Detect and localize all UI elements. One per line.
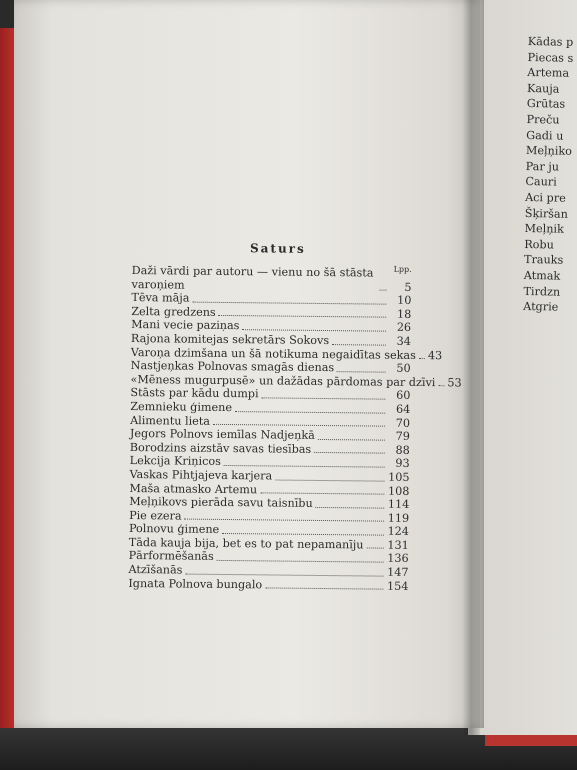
- toc-leader-dots: [275, 479, 384, 481]
- toc-leader-dots: [213, 424, 385, 427]
- toc-entry-page: 79: [395, 429, 411, 444]
- toc-entry-title: Zelta gredzens: [131, 304, 216, 319]
- toc-entry-page: 147: [387, 565, 409, 579]
- right-page-line: Meļņiko: [525, 144, 573, 158]
- right-page-line: Robu: [524, 237, 554, 252]
- toc-entry-title: Ignata Polnova bungalo: [128, 576, 263, 592]
- toc-leader-dots: [242, 329, 386, 332]
- toc-entry-title: Vaskas Pihtjajeva karjera: [129, 467, 273, 483]
- toc-entry-page: 154: [386, 579, 409, 593]
- right-page-line: Gadi u: [526, 128, 564, 143]
- toc-title: Saturs: [249, 241, 306, 256]
- toc-leader-dots: [438, 386, 444, 387]
- toc-entry-title: Lekcija Kriņicos: [129, 454, 221, 469]
- toc-entry-title: Rajona komitejas sekretārs Sokovs: [130, 331, 330, 348]
- toc-leader-dots: [185, 573, 383, 576]
- right-page-line: Kādas p: [527, 34, 574, 49]
- toc-entry-page: 53: [447, 376, 462, 390]
- toc-entry-page: 34: [396, 334, 412, 348]
- toc-leader-dots: [260, 492, 384, 494]
- right-page-line: Artema: [527, 66, 570, 80]
- toc-leader-dots: [314, 452, 385, 454]
- right-page-line: Piecas s: [527, 50, 574, 65]
- toc-entry-page: 131: [387, 538, 409, 552]
- right-page-line: Aci pre: [525, 190, 566, 205]
- right-page-line: Atgrie: [523, 300, 559, 314]
- toc-entry-title: Jegors Polnovs iemīlas Nadjeņkā: [129, 427, 315, 443]
- toc-entry-page: 10: [397, 293, 412, 308]
- toc-leader-dots: [262, 397, 386, 399]
- toc-entry: [131, 264, 411, 294]
- toc-leader-dots: [332, 344, 386, 346]
- toc-entry-page: 5: [404, 280, 412, 294]
- toc-entry-title: Borodzins aizstāv savas tiesības: [129, 440, 312, 456]
- toc-leader-dots: [419, 358, 425, 359]
- toc-entry-title: Pie ezera: [129, 508, 182, 523]
- right-page-line: Kauja: [526, 81, 560, 96]
- toc-entry-title: Maša atmasko Artemu: [129, 481, 258, 496]
- toc-entry-page: 88: [395, 443, 410, 457]
- toc-entry-title: Zemnieku ģimene: [130, 399, 233, 414]
- right-page-line: Šķiršan: [524, 206, 568, 221]
- toc-leader-dots: [222, 533, 384, 536]
- toc-entry-page: 50: [396, 361, 411, 376]
- toc-leader-dots: [379, 290, 386, 291]
- toc-entry-title: Pārformēšanās: [128, 549, 214, 564]
- toc-entry-title: Meļņikovs pierāda savu taisnību: [129, 495, 313, 511]
- toc-entry-page: 105: [388, 470, 410, 484]
- table-of-contents: [128, 240, 462, 593]
- toc-entry-title: Tēva māja: [131, 291, 190, 305]
- toc-entry-title: Alimentu lieta: [130, 413, 211, 428]
- toc-entry-title: «Mēness mugurpusē» un dažādas pārdomas par dzīvi: [130, 372, 436, 389]
- toc-entry-title: Atzīšanās: [128, 563, 183, 577]
- toc-leader-dots: [192, 301, 386, 304]
- toc-entry: [128, 577, 408, 594]
- toc-entry-title: Nastjeņkas Polnovas smagās dienas: [130, 359, 335, 375]
- toc-entry-page: 108: [387, 484, 410, 498]
- page-column-label: Lpp.: [393, 264, 412, 274]
- toc-entry-page: 136: [387, 552, 409, 566]
- toc-entry-page: 93: [395, 457, 410, 471]
- toc-entry-page: 70: [395, 416, 411, 430]
- toc-entry-page: 18: [396, 307, 412, 321]
- toc-entry-page: 114: [387, 497, 410, 512]
- right-page-text: [523, 34, 574, 315]
- right-page-line: Tirdzn: [523, 284, 561, 299]
- right-page-line: Preču: [526, 112, 560, 127]
- toc-entry-title: Varoņa dzimšana un šā notikuma negaidītas sekas: [130, 345, 416, 362]
- right-page-line: Atmak: [523, 268, 561, 283]
- toc-entry-page: 60: [396, 389, 411, 403]
- right-page-line: Grūtas: [526, 97, 566, 112]
- toc-entry-title: Daži vārdi par autoru — vienu no šā stāsta varoņiem: [131, 263, 374, 292]
- book-gutter: [462, 0, 480, 735]
- toc-leader-dots: [217, 560, 384, 563]
- toc-leader-dots: [224, 465, 385, 468]
- toc-entry-page: 124: [387, 524, 410, 539]
- toc-leader-dots: [316, 507, 385, 509]
- toc-leader-dots: [235, 411, 385, 414]
- toc-entry-page: 26: [396, 321, 412, 335]
- toc-entry-title: Polnovu ģimene: [128, 522, 220, 537]
- toc-leader-dots: [185, 519, 385, 522]
- toc-leader-dots: [366, 548, 383, 549]
- right-page-line: Meļņik: [524, 222, 564, 236]
- toc-entry-title: Stāsts par kādu dumpi: [130, 386, 259, 401]
- toc-entry-title: Tāda kauja bija, bet es to pat nepamanīju: [128, 535, 364, 552]
- toc-entry-title: Mani vecie paziņas: [131, 318, 240, 333]
- right-page-line: Trauks: [523, 253, 564, 267]
- toc-leader-dots: [318, 439, 385, 441]
- toc-leader-dots: [337, 371, 386, 373]
- toc-entry-page: 119: [387, 511, 410, 525]
- right-page-line: Cauri: [525, 175, 557, 189]
- toc-entry-list: [128, 263, 462, 593]
- toc-leader-dots: [265, 588, 383, 590]
- toc-entry-page: 64: [395, 402, 411, 416]
- toc-leader-dots: [219, 315, 387, 318]
- toc-entry-page: 43: [427, 348, 443, 362]
- right-page-line: Par ju: [525, 159, 560, 174]
